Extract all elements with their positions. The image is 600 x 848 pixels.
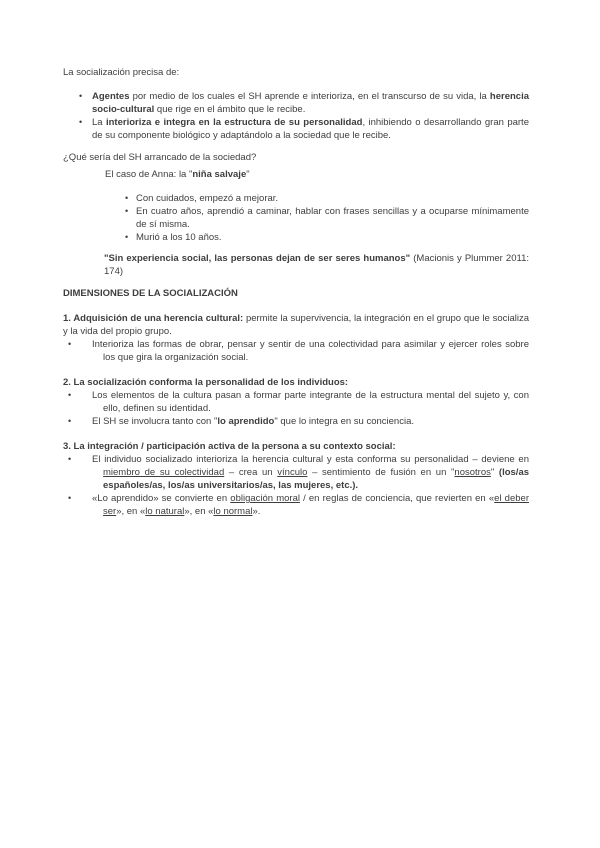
text-run: En cuatro años, aprendió a caminar, hablar con frases sencillas y a ocuparse mínimamente de sí misma.	[136, 206, 529, 230]
list-item	[63, 231, 529, 244]
list-item	[63, 338, 529, 364]
text-run: El caso de Anna: la "	[105, 169, 193, 180]
list-item	[63, 389, 529, 415]
text-run: / en reglas de conciencia, que revierten en «	[299, 493, 495, 504]
section-1-cultural-heritage	[63, 312, 529, 364]
section-2-list	[63, 389, 529, 428]
text-run: Agentes	[92, 91, 130, 102]
section-2-lead	[63, 376, 529, 389]
intro-paragraph	[63, 66, 529, 79]
quote-paragraph	[104, 252, 529, 278]
text-run: – sentimiento de fusión en un "	[307, 467, 455, 478]
anna-case-list	[63, 192, 529, 244]
question-paragraph	[63, 151, 529, 164]
dimensions-heading: DIMENSIONES DE LA SOCIALIZACIÓN	[63, 288, 238, 299]
text-run: permite la supervivencia, la integración en el grupo que le socializa y la vida del propio grupo.	[63, 313, 530, 337]
text-run: La socialización precisa de:	[63, 67, 180, 78]
text-run: lo natural	[145, 506, 185, 517]
list-item	[63, 415, 529, 428]
text-run: herencia socio-cultural	[92, 91, 529, 115]
text-run: 1. Adquisición de una herencia cultural:	[63, 313, 244, 324]
text-run: 2. La socialización conforma la personalidad de los individuos:	[63, 377, 349, 388]
section-2-personality	[63, 376, 529, 428]
text-run: , inhibiendo o desarrollando gran parte de su componente biológico y adaptándolo a la sociedad que le recibe.	[92, 117, 529, 141]
text-run: Los elementos de la cultura pasan a formar parte integrante de la estructura mental del sujeto y, con ello, definen su identidad.	[92, 390, 529, 414]
text-run: nosotros	[454, 467, 491, 478]
text-run: Con cuidados, empezó a mejorar.	[136, 193, 279, 204]
list-item	[63, 90, 529, 116]
section-1-lead	[63, 312, 529, 338]
anna-case-paragraph	[105, 168, 529, 181]
text-run: que rige en el ámbito que le recibe.	[154, 104, 306, 115]
section-1-list	[63, 338, 529, 364]
text-run: Interioriza las formas de obrar, pensar y sentir de una colectividad para asimilar y ejercer roles sobre los que gira la organización social.	[92, 339, 529, 363]
text-run: "	[246, 169, 250, 180]
text-run: «Lo aprendido» se convierte en	[92, 493, 231, 504]
section-3-list	[63, 453, 529, 518]
text-run: Murió a los 10 años.	[136, 232, 222, 243]
text-run: (Macionis y Plummer 2011: 174)	[104, 253, 530, 277]
text-run: el deber ser	[103, 493, 529, 517]
text-run: " que lo integra en su conciencia.	[274, 416, 414, 427]
text-run: lo aprendido	[217, 416, 275, 427]
text-run: miembro de su colectividad	[103, 467, 225, 478]
section-3-lead	[63, 440, 529, 453]
list-item	[63, 453, 529, 492]
text-run: interioriza e integra en la estructura de su personalidad	[105, 117, 363, 128]
list-item	[63, 192, 529, 205]
text-run: "	[490, 467, 499, 478]
text-run: "Sin experiencia social, las personas dejan de ser seres humanos"	[104, 253, 411, 264]
text-run: lo normal	[213, 506, 253, 517]
list-item	[63, 116, 529, 142]
text-run: La	[92, 117, 106, 128]
text-run: 3. La integración / participación activa de la persona a su contexto social:	[63, 441, 396, 452]
socialization-agents-list	[63, 90, 529, 142]
list-item	[63, 492, 529, 518]
text-run: ».	[252, 506, 261, 517]
section-3-integration	[63, 440, 529, 518]
text-run: niña salvaje	[192, 169, 247, 180]
text-run: por medio de los cuales el SH aprende e interioriza, en el transcurso de su vida, la	[129, 91, 490, 102]
text-run: El individuo socializado interioriza la herencia cultural y esta conforma su personalidad – deviene en	[92, 454, 529, 465]
text-run: (los/as españoles/as, los/as universitarios/as, las mujeres, etc.).	[103, 467, 530, 491]
text-run: obligación moral	[230, 493, 300, 504]
text-run: vínculo	[277, 467, 308, 478]
text-run: – crea un	[224, 467, 278, 478]
text-run: ¿Qué sería del SH arrancado de la sociedad?	[63, 152, 257, 163]
text-run: El SH se involucra tanto con "	[92, 416, 218, 427]
text-run: », en «	[116, 506, 146, 517]
list-item	[63, 205, 529, 231]
text-run: », en «	[184, 506, 214, 517]
